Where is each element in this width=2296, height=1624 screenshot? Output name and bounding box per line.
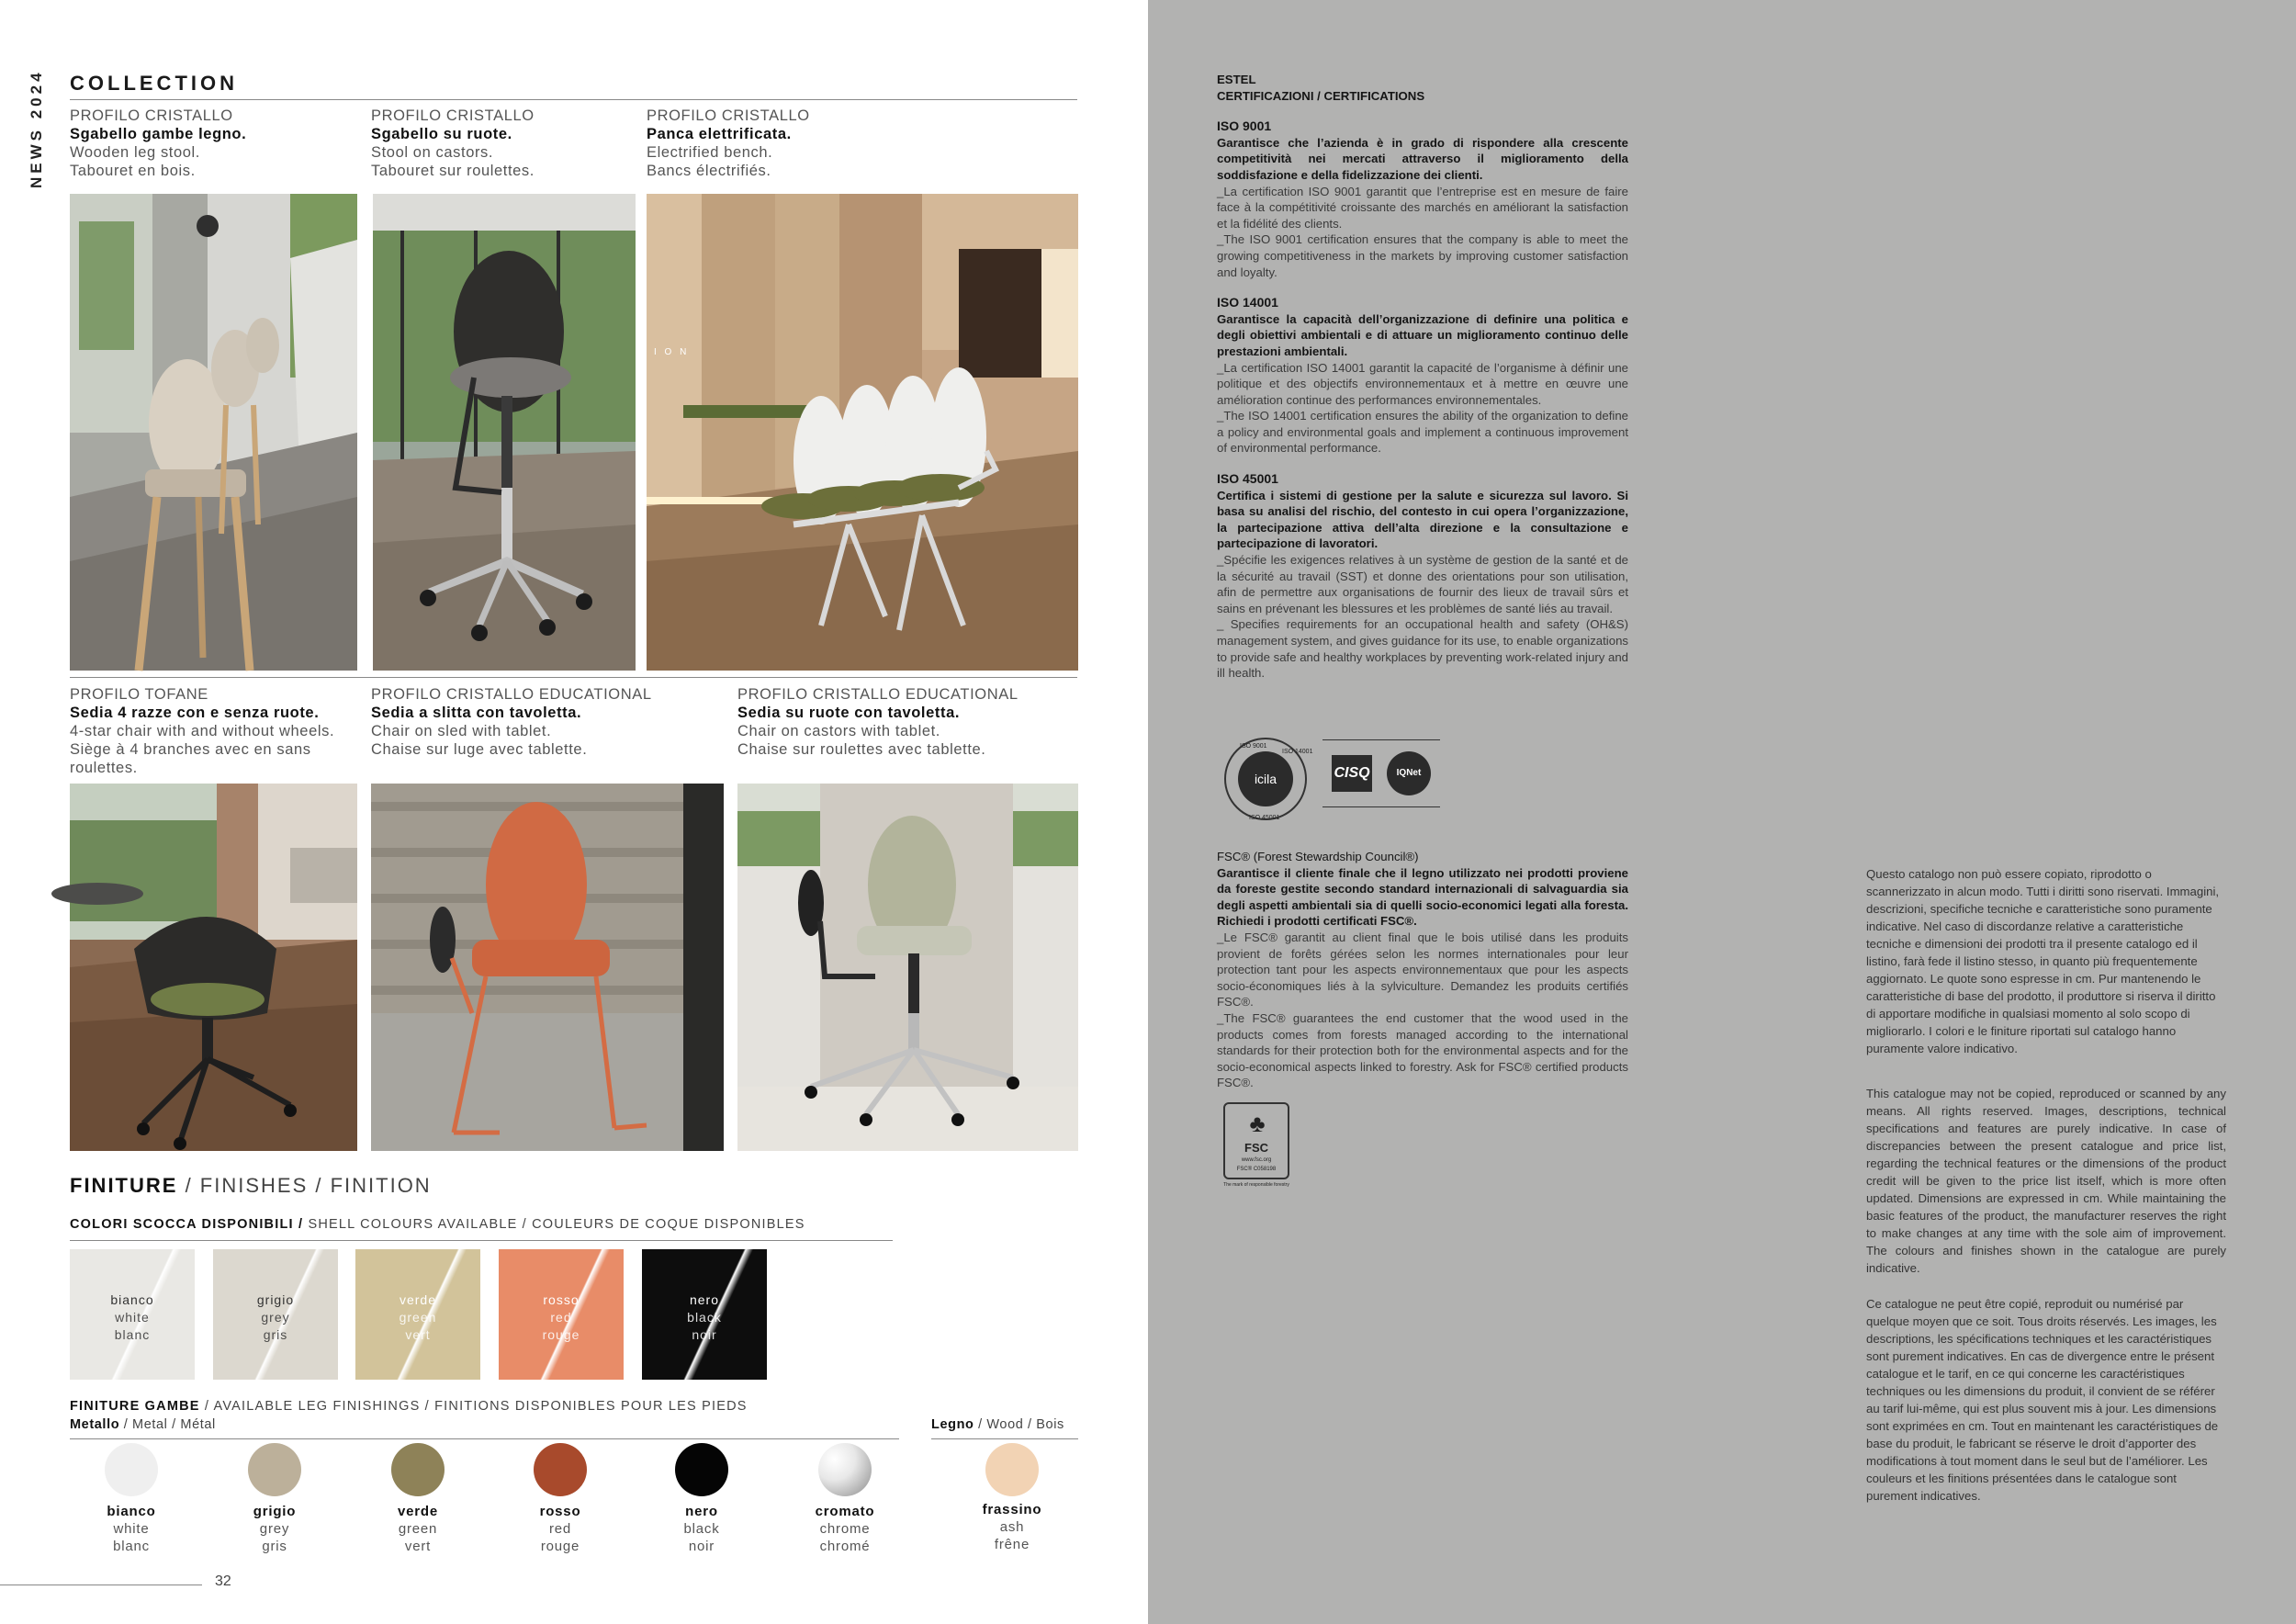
photo-castor-chair (737, 784, 1078, 1151)
leg-dot-chrome (818, 1443, 872, 1496)
leg-dot-en: green (398, 1521, 438, 1537)
fsc-logo-text: FSC (1244, 1141, 1268, 1155)
caption-4star-chair: PROFILO TOFANE Sedia 4 razze con e senza ruote. 4-star chair with and without wheels. Siège à 4 branches avec en sans roulettes. (70, 686, 335, 776)
shell-swatch-fr: gris (263, 1327, 288, 1342)
shell-swatch-fr: vert (405, 1327, 431, 1342)
leg-dot-it: bianco (107, 1504, 156, 1519)
wood-dot-label (957, 1501, 1067, 1553)
iso45001-en: _ Specifies requirements for an occupational health and safety (OH&S) management system, and gives guidance for its use, to enable organizations to provide safe and healthy workplaces by preventing work-related injury and ill health. (1217, 617, 1628, 681)
icila-text: icila (1254, 772, 1277, 786)
leg-dot-en: chrome (819, 1521, 871, 1537)
caption-wooden-stool: PROFILO CRISTALLO Sgabello gambe legno. Wooden leg stool. Tabouret en bois. (70, 107, 247, 179)
shell-swatch-it: nero (689, 1292, 720, 1307)
shell-swatch-it: grigio (256, 1292, 295, 1307)
shell-swatch-fr: blanc (114, 1327, 151, 1342)
leg-dot-ash (985, 1443, 1039, 1496)
leg-dot-label (363, 1503, 473, 1555)
shell-swatch-it: rosso (543, 1292, 580, 1307)
shell-swatch-en: black (687, 1310, 722, 1325)
leg-dot-label (505, 1503, 615, 1555)
fsc-logo (1223, 1102, 1289, 1190)
ring-bottom-text: ISO 45001 (1249, 815, 1280, 821)
leg-dot-white (105, 1443, 158, 1496)
wood-rule (931, 1438, 1078, 1439)
shell-swatch-label (499, 1291, 624, 1344)
bench-wall-text: I O N (654, 347, 690, 357)
shell-swatch-label (642, 1291, 767, 1344)
iso9001-fr: _La certification ISO 9001 garantit que l’entreprise est en mesure de faire face à la compétitivité croissante des marchés en améliorant la satisfaction et la fidélité des clients. (1217, 184, 1628, 231)
fsc-section (1217, 849, 1628, 1091)
icila-iso-logo (1221, 735, 1313, 823)
caption-bench: PROFILO CRISTALLO Panca elettrificata. Electrified bench. Bancs électrifiés. (647, 107, 810, 179)
photo-4star-chair (70, 784, 357, 1151)
shell-swatch-label (355, 1291, 480, 1344)
shell-colours-heading: COLORI SCOCCA DISPONIBILI / SHELL COLOURS AVAILABLE / COULEURS DE COQUE DISPONIBLES (70, 1217, 805, 1232)
leg-dot-fr: vert (404, 1539, 432, 1554)
leg-dot-grey (248, 1443, 301, 1496)
cert-heading: CERTIFICAZIONI / CERTIFICATIONS (1217, 88, 1425, 103)
fsc-logo-url: www.fsc.org (1241, 1157, 1272, 1163)
leg-dot-green (391, 1443, 445, 1496)
shell-swatch-label (70, 1291, 195, 1344)
leg-dot-it: rosso (539, 1504, 581, 1519)
fsc-logo-code: FSC® C058198 (1236, 1167, 1277, 1172)
page-number: 32 (215, 1573, 231, 1589)
photo-bench (647, 194, 1078, 671)
leg-finish-heading: FINITURE GAMBE / AVAILABLE LEG FINISHINGS / FINITIONS DISPONIBLES POUR LES PIEDS (70, 1399, 748, 1414)
shell-swatch-en: red (550, 1310, 572, 1325)
shell-swatch-en: white (115, 1310, 150, 1325)
leg-dot-fr: gris (262, 1539, 287, 1554)
shell-swatch-green (355, 1249, 480, 1380)
leg-dot-it: cromato (815, 1504, 875, 1519)
shell-swatch-fr: rouge (542, 1327, 580, 1342)
fsc-title: FSC® (Forest Stewardship Council®) (1217, 850, 1419, 863)
leg-dot-red (534, 1443, 587, 1496)
brand-name: ESTEL (1217, 73, 1256, 86)
ring-top-text: ISO 9001 (1240, 743, 1267, 750)
iso45001-it: Certifica i sistemi di gestione per la salute e sicurezza sul lavoro. Si basa su analisi del rischio, del contesto in cui opera l’organizzazione, la partecipazione attiva dell’alta direzione e la consultazione e partecipazione di lavoratori. (1217, 488, 1628, 551)
cisq-iqnet-logos (1322, 739, 1440, 807)
leg-dot-label (647, 1503, 757, 1555)
leg-dot-it: verde (397, 1504, 439, 1519)
legal-section (1866, 865, 2226, 1523)
shell-swatch-en: grey (261, 1310, 290, 1325)
caption-sled-chair: PROFILO CRISTALLO EDUCATIONAL Sedia a slitta con tavoletta. Chair on sled with tablet. Chaise sur luge avec tablette. (371, 686, 652, 758)
iso9001-title: ISO 9001 (1217, 118, 1272, 134)
shell-swatch-label (213, 1291, 338, 1344)
caption-castor-stool: PROFILO CRISTALLO Sgabello su ruote. Stool on castors. Tabouret sur roulettes. (371, 107, 535, 179)
iqnet-logo: IQNet (1387, 751, 1431, 795)
wood-dot-fr: frêne (994, 1537, 1030, 1552)
vertical-label: NEWS 2024 (28, 69, 45, 188)
cert-section (1217, 72, 1628, 682)
shell-swatch-red (499, 1249, 624, 1380)
leg-dot-en: grey (259, 1521, 290, 1537)
iso9001-it: Garantisce che l’azienda è in grado di rispondere alla crescente competitività nei mercati attraverso il miglioramento della soddisfazione e della fidelizzazione dei clienti. (1217, 135, 1628, 182)
tree-icon: ♣ (1249, 1110, 1266, 1137)
leg-dot-en: red (548, 1521, 572, 1537)
iso14001-en: _The ISO 14001 certification ensures the ability of the organization to define a policy and environmental goals and implement a continuous improvement of environmental performance. (1217, 409, 1628, 456)
fsc-it: Garantisce il cliente finale che il legno utilizzato nei prodotti provienе da foreste gestite secondo standard internazionali di salvaguardia sia degli aspetti ambientali sia di quelli socio-economici legati alla foresta. Richiedi i prodotti certificati FSC®. (1217, 865, 1628, 929)
leg-dot-fr: rouge (540, 1539, 580, 1554)
wood-dot-en: ash (999, 1519, 1025, 1535)
photo-sled-chair (371, 784, 724, 1151)
leg-dot-label (790, 1503, 900, 1555)
leg-dot-fr: blanc (113, 1539, 150, 1554)
leg-dot-black (675, 1443, 728, 1496)
leg-dot-label (76, 1503, 186, 1555)
shell-swatch-it: bianco (110, 1292, 154, 1307)
leg-dot-en: black (683, 1521, 720, 1537)
fsc-fr: _Le FSC® garantit au client final que le bois utilisé dans les produits provient de forêts gérées selon les normes internationales pour leur protection tant pour les aspects environnementaux que pour les aspects socio-économiques liés à la sylviculture. Demandez les produits certifiés FSC®. (1217, 930, 1628, 1009)
fsc-en: _The FSC® guarantees the end customer that the wood used in the products comes from forests managed according to the international standards for their protection both for the environmental aspects and for the socio-economical aspects linked to forestry. Ask for FSC® certified products FSC®. (1217, 1010, 1628, 1090)
metal-rule (70, 1438, 899, 1439)
shell-swatch-grey (213, 1249, 338, 1380)
wood-dot-it: frassino (982, 1502, 1042, 1517)
shell-swatch-white (70, 1249, 195, 1380)
leg-dot-fr: noir (688, 1539, 715, 1554)
row2-rule (70, 677, 1077, 678)
shell-swatch-fr: noir (692, 1327, 717, 1342)
leg-dot-fr: chromé (819, 1539, 871, 1554)
title-rule (70, 99, 1077, 100)
shell-rule (70, 1240, 893, 1241)
iso14001-fr: _La certification ISO 14001 garantit la capacité de l’organisme à définir une politique et des objectifs environnementaux et à mettre en œuvre une amélioration continue des performances environnementales. (1217, 360, 1628, 407)
ring-right-text: ISO 14001 (1282, 749, 1313, 755)
photo-wooden-stool (70, 194, 357, 671)
caption-castor-chair: PROFILO CRISTALLO EDUCATIONAL Sedia su ruote con tavoletta. Chair on castors with tablet. Chaise sur roulettes avec tablette. (737, 686, 1019, 758)
leg-dot-label (219, 1503, 330, 1555)
shell-swatch-it: verde (399, 1292, 437, 1307)
iso14001-title: ISO 14001 (1217, 295, 1278, 310)
collection-title: COLLECTION (70, 72, 238, 95)
wood-label: Legno / Wood / Bois (931, 1417, 1064, 1432)
leg-dot-it: nero (685, 1504, 718, 1519)
cisq-logo: CISQ (1332, 755, 1372, 792)
legal-en: This catalogue may not be copied, reproduced or scanned by any means. All rights reserved. Images, descriptions, technical specifications and features are purely indicative. In case of discrepancies between the present catalogue and price list, regarding the technical features or the dimensions of the product credit will be given to the price list itself, which is more often updated. Dimensions are expressed in cm. While maintaining the basic features of the product, the manufacturer reserves the right to make changes at any time with the sole aim of improvement. The colours and finishes shown in the catalogue are purely indicative. (1866, 1087, 2226, 1275)
iso14001-it: Garantisce la capacità dell’organizzazione di definire una politica e degli obiettivi ambientali e di attuare un miglioramento continuo delle prestazioni ambientali. (1217, 311, 1628, 358)
iso45001-fr: _Spécifie les exigences relatives à un système de gestion de la santé et de la sécurité au travail (SST) et donne des orientations pour son utilisation, afin de permettre aux organisations de fournir des lieux de travail sûrs et sains en prévenant les blessures et les problèmes de santé liés au travail. (1217, 553, 1628, 615)
fsc-logo-tag: The mark of responsible forestry (1223, 1182, 1289, 1188)
shell-swatch-en: green (399, 1310, 437, 1325)
shell-swatch-black (642, 1249, 767, 1380)
leg-dot-it: grigio (253, 1504, 297, 1519)
finishes-title: FINITURE / FINISHES / FINITION (70, 1174, 432, 1197)
photo-castor-stool (373, 194, 636, 671)
legal-fr: Ce catalogue ne peut être copié, reproduit ou numérisé par quelque moyen que ce soit. Tous droits réservés. Les images, les descriptions, les spécifications techniques et les caractéristiques sont purement indicatives. En cas de divergence entre le présent catalogue et le tarif, en ce qui concerne les caractéristiques techniques ou les dimensions du produit, il convient de se référer au tarif lui-même, qui est plus souvent mis à jour. Les dimensions sont exprimées en cm. Tout en maintenant les caractéristiques de base du produit, le fabricant se réserve le droit d’apporter des modifications à tout moment dans le seul but de l’améliorer. Les couleurs et les finitions présentées dans le catalogue sont purement indicatives. (1866, 1297, 2219, 1503)
iso45001-title: ISO 45001 (1217, 471, 1278, 487)
legal-it: Questo catalogo non può essere copiato, riprodotto o scannerizzato in alcun modo. Tutti i diritti sono riservati. Immagini, descrizioni, specifiche tecniche e caratteristiche sono puramente indicative. Nel caso di discordanze relative a caratteristiche tecniche e dimensioni dei prodotti tra il presente catalogo ed il listino, farà fede il listino stesso, in quanto più frequentemente aggiornato. Le quote sono espresse in cm. Pur mantenendo le caratteristiche di base del prodotto, il produttore si riserva il diritto di apportare modifiche in qualsiasi momento al solo scopo di migliorarlo. I colori e le finiture riportati sul catalogo hanno puramente valore indicativo. (1866, 867, 2220, 1055)
iso9001-en: _The ISO 9001 certification ensures that the company is able to meet the growing competitiveness in the markets by improving customer satisfaction and loyalty. (1217, 232, 1628, 279)
metal-label: Metallo / Metal / Métal (70, 1417, 216, 1432)
leg-dot-en: white (113, 1521, 150, 1537)
